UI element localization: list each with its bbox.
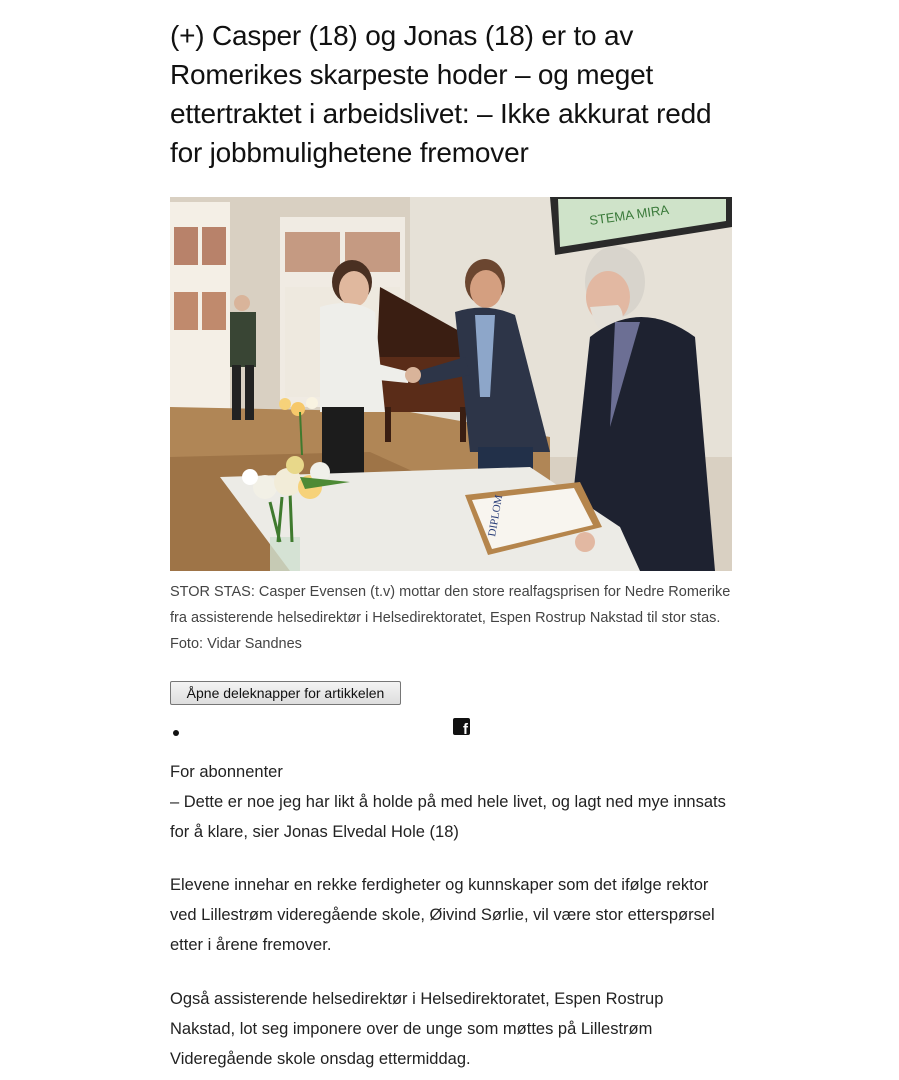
subscriber-label: For abonnenter	[170, 763, 283, 781]
diploma-text: DIPLOM	[486, 493, 506, 538]
article-paragraph: Elevene innehar en rekke ferdigheter og kunnskaper som det ifølge rektor ved Lillestrøm videregående skole, Øivind Sørlie, vil være stor etterspørsel etter i årene fremover.	[170, 876, 715, 954]
list-bullet	[173, 730, 179, 736]
article-paragraph: – Dette er noe jeg har likt å holde på med hele livet, og lagt ned mye innsats for å klare, sier Jonas Elvedal Hole (18)	[170, 793, 726, 841]
photo-caption: STOR STAS: Casper Evensen (t.v) mottar den store realfagsprisen for Nedre Romerike fra assisterende helsedirektør i Helsedirektoratet, Espen Rostrup Nakstad til stor stas. Foto: Vidar Sandnes	[170, 584, 731, 652]
screen-text: STEMA MIRA	[588, 201, 670, 228]
open-share-buttons-button[interactable]: Åpne deleknapper for artikkelen	[170, 681, 401, 705]
article-paragraph: Også assisterende helsedirektør i Helsedirektoratet, Espen Rostrup Nakstad, lot seg imponere over de unge som møttes på Lillestrøm Videregående skole onsdag ettermiddag.	[170, 990, 664, 1068]
article-photo	[170, 197, 732, 571]
article-headline: (+) Casper (18) og Jonas (18) er to av Romerikes skarpeste hoder – og meget ettertraktet i arbeidslivet: – Ikke akkurat redd for jobbmulighetene fremover	[170, 20, 712, 168]
award-ceremony-photo	[170, 197, 732, 571]
facebook-icon[interactable]	[453, 718, 470, 735]
article-intro	[170, 757, 732, 847]
facebook-letter-glyph: f	[463, 721, 468, 735]
